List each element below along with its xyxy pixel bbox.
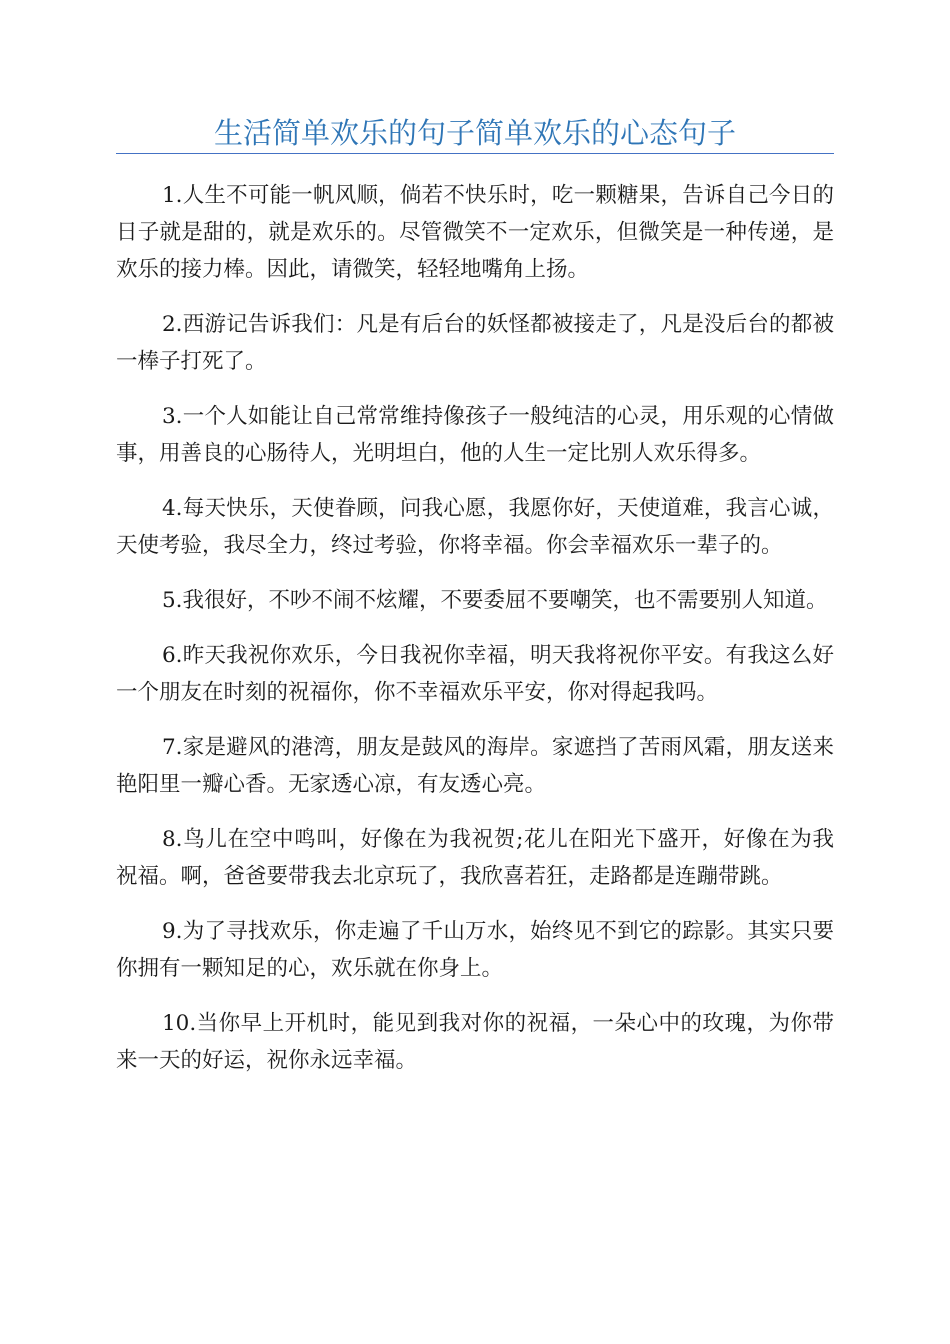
paragraph-2: 2.西游记告诉我们：凡是有后台的妖怪都被接走了，凡是没后台的都被一棒子打死了。 <box>116 312 834 374</box>
paragraph-3: 3.一个人如能让自己常常维持像孩子一般纯洁的心灵，用乐观的心情做事，用善良的心肠待人，光明坦白，他的人生一定比别人欢乐得多。 <box>116 404 834 466</box>
title-underline <box>116 153 834 154</box>
document-title: 生活简单欢乐的句子简单欢乐的心态句子 <box>213 116 736 150</box>
document-body <box>116 177 834 1097</box>
paragraph-4: 4.每天快乐，天使眷顾，问我心愿，我愿你好，天使道难，我言心诚，天使考验，我尽全力，终过考验，你将幸福。你会幸福欢乐一辈子的。 <box>116 496 834 558</box>
paragraph-6: 6.昨天我祝你欢乐，今日我祝你幸福，明天我将祝你平安。有我这么好一个朋友在时刻的祝福你，你不幸福欢乐平安，你对得起我吗。 <box>116 643 834 705</box>
paragraph-9: 9.为了寻找欢乐，你走遍了千山万水，始终见不到它的踪影。其实只要你拥有一颗知足的心，欢乐就在你身上。 <box>116 919 834 981</box>
paragraph-5: 5.我很好，不吵不闹不炫耀，不要委屈不要嘲笑，也不需要别人知道。 <box>162 588 828 613</box>
paragraph-8: 8.鸟儿在空中鸣叫，好像在为我祝贺;花儿在阳光下盛开，好像在为我祝福。啊，爸爸要带我去北京玩了，我欣喜若狂，走路都是连蹦带跳。 <box>116 827 834 889</box>
paragraph-1: 1.人生不可能一帆风顺，倘若不快乐时，吃一颗糖果，告诉自己今日的日子就是甜的，就是欢乐的。尽管微笑不一定欢乐，但微笑是一种传递，是欢乐的接力棒。因此，请微笑，轻轻地嘴角上扬。 <box>116 183 834 282</box>
paragraph-7: 7.家是避风的港湾，朋友是鼓风的海岸。家遮挡了苦雨风霜，朋友送来艳阳里一瓣心香。无家透心凉，有友透心亮。 <box>116 735 834 797</box>
paragraph-10: 10.当你早上开机时，能见到我对你的祝福，一朵心中的玫瑰，为你带来一天的好运，祝你永远幸福。 <box>116 1011 834 1073</box>
